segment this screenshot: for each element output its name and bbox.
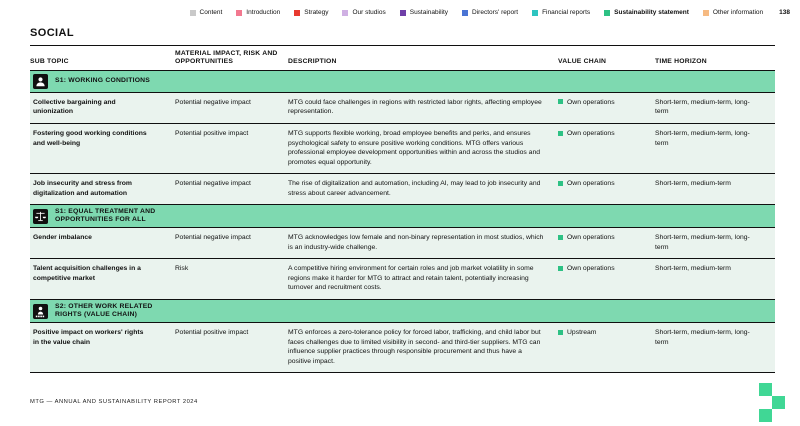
time-horizon: Short-term, medium-term, long-term	[655, 98, 750, 116]
col-header-description: DESCRIPTION	[288, 58, 337, 66]
material-impact: Potential negative impact	[175, 98, 251, 106]
description: MTG could face challenges in regions with restricted labor rights, affecting employee representation.	[288, 98, 542, 116]
nav-label: Introduction	[246, 9, 281, 16]
nav-item-content[interactable]	[190, 9, 223, 16]
section-label: S2: OTHER WORK RELATED RIGHTS (VALUE CHAIN)	[55, 302, 153, 319]
scales-icon	[33, 209, 48, 224]
logo-square	[759, 409, 772, 422]
strategy-color-swatch	[294, 10, 300, 16]
nav-item-financial-reports[interactable]	[532, 9, 590, 16]
value-chain-label: Own operations	[567, 234, 615, 242]
table-row	[30, 174, 775, 205]
page-title: SOCIAL	[30, 27, 74, 39]
value-chain-marker-icon	[558, 131, 563, 136]
sustainability-color-swatch	[400, 10, 406, 16]
value-chain-label: Own operations	[567, 265, 615, 273]
value-chain-marker-icon	[558, 266, 563, 271]
value-chain	[558, 93, 655, 123]
time-horizon: Short-term, medium-term, long-term	[655, 130, 750, 147]
material-impact: Potential positive impact	[175, 329, 249, 337]
table-header-row	[30, 45, 775, 71]
value-chain-label: Own operations	[567, 180, 615, 188]
top-navigation	[190, 9, 790, 16]
nav-item-sustainability[interactable]	[400, 9, 448, 16]
description: The rise of digitalization and automation, including AI, may lead to job insecurity and stress about career advancement.	[288, 180, 541, 197]
logo-square	[759, 383, 772, 396]
material-impact: Risk	[175, 265, 189, 273]
nav-item-introduction[interactable]	[236, 9, 280, 16]
content-color-swatch	[190, 10, 196, 16]
value-chain-label: Upstream	[567, 329, 597, 337]
sub-topic: Gender imbalance	[33, 234, 92, 242]
directors-report-color-swatch	[462, 10, 468, 16]
person-icon	[33, 74, 48, 89]
col-header-value-chain: VALUE CHAIN	[558, 58, 607, 66]
worker-rights-icon	[33, 304, 48, 319]
nav-label: Other information	[712, 9, 764, 16]
time-horizon: Short-term, medium-term, long-term	[655, 329, 750, 346]
sub-topic: Job insecurity and stress from digitalization and automation	[33, 180, 132, 197]
value-chain-marker-icon	[558, 330, 563, 335]
description: MTG acknowledges low female and non-binary representation in most studios, which is an industry-wide challenge.	[288, 234, 544, 251]
section-label: S1: WORKING CONDITIONS	[55, 77, 151, 85]
value-chain	[558, 124, 655, 173]
sub-topic: Fostering good working conditions and well-being	[33, 130, 147, 147]
table-row	[30, 93, 775, 124]
nav-label: Sustainability statement	[614, 9, 689, 16]
col-header-time-horizon: TIME HORIZON	[655, 58, 707, 66]
material-impact: Potential negative impact	[175, 234, 251, 242]
value-chain-marker-icon	[558, 99, 563, 104]
value-chain	[558, 228, 655, 258]
nav-item-our-studios[interactable]	[342, 9, 385, 16]
table-row	[30, 124, 775, 174]
nav-item-directors-report[interactable]	[462, 9, 518, 16]
value-chain-label: Own operations	[567, 98, 615, 106]
value-chain-marker-icon	[558, 235, 563, 240]
sub-topic: Talent acquisition challenges in a competitive market	[33, 265, 141, 282]
nav-label: Our studios	[352, 9, 386, 16]
introduction-color-swatch	[236, 10, 242, 16]
nav-item-other-information[interactable]	[703, 9, 763, 16]
value-chain-label: Own operations	[567, 130, 615, 137]
logo-square	[772, 396, 785, 409]
value-chain-marker-icon	[558, 181, 563, 186]
social-topics-table	[30, 45, 775, 373]
nav-label: Directors' report	[472, 9, 519, 16]
col-header-sub-topic: SUB TOPIC	[30, 58, 69, 66]
sub-topic: Positive impact on workers' rights in the value chain	[33, 329, 144, 346]
value-chain	[558, 174, 655, 204]
col-header-material-impact: MATERIAL IMPACT, RISK AND OPPORTUNITIES	[175, 50, 278, 66]
nav-label: Content	[199, 9, 223, 16]
description: MTG supports flexible working, broad employee benefits and perks, and ensures psychological safety to ensure positive working conditions. MTG offers various professional employee development opportunities within and across the studios and promotes equal opportunity.	[288, 130, 541, 166]
description: MTG enforces a zero-tolerance policy for forced labor, trafficking, and child labor but faces challenges due to limited visibility in second- and third-tier suppliers. MTG can influence supplier practices through responsible procurement and thus have a positive impact.	[288, 329, 541, 365]
time-horizon: Short-term, medium-term	[655, 265, 731, 273]
material-impact: Potential negative impact	[175, 180, 251, 188]
nav-item-strategy[interactable]	[294, 9, 328, 16]
other-information-color-swatch	[703, 10, 709, 16]
table-row	[30, 228, 775, 259]
value-chain	[558, 323, 655, 372]
mtg-logo	[759, 383, 787, 423]
table-row	[30, 259, 775, 300]
nav-item-sustainability-statement[interactable]	[604, 9, 689, 16]
page-number: 138	[779, 9, 790, 16]
nav-label: Financial reports	[542, 9, 591, 16]
section-label: S1: EQUAL TREATMENT AND OPPORTUNITIES FOR ALL	[55, 208, 156, 224]
table-row	[30, 323, 775, 373]
value-chain	[558, 259, 655, 299]
section-working-conditions	[30, 71, 775, 93]
section-other-work-related-rights	[30, 300, 775, 323]
time-horizon: Short-term, medium-term, long-term	[655, 234, 750, 251]
time-horizon: Short-term, medium-term	[655, 180, 731, 188]
nav-label: Strategy	[304, 9, 329, 16]
financial-reports-color-swatch	[532, 10, 538, 16]
material-impact: Potential positive impact	[175, 130, 249, 137]
sub-topic: Collective bargaining and unionization	[33, 98, 116, 116]
our-studios-color-swatch	[342, 10, 348, 16]
section-equal-treatment	[30, 205, 775, 228]
sustainability-statement-color-swatch	[604, 10, 610, 16]
footer-report-title: MTG — ANNUAL AND SUSTAINABILITY REPORT 2024	[30, 399, 198, 405]
description: A competitive hiring environment for certain roles and job market volatility in some regions make it harder for MTG to attract and retain talent, potentially increasing turnover and recruitment costs.	[288, 265, 534, 292]
nav-label: Sustainability	[409, 9, 449, 16]
